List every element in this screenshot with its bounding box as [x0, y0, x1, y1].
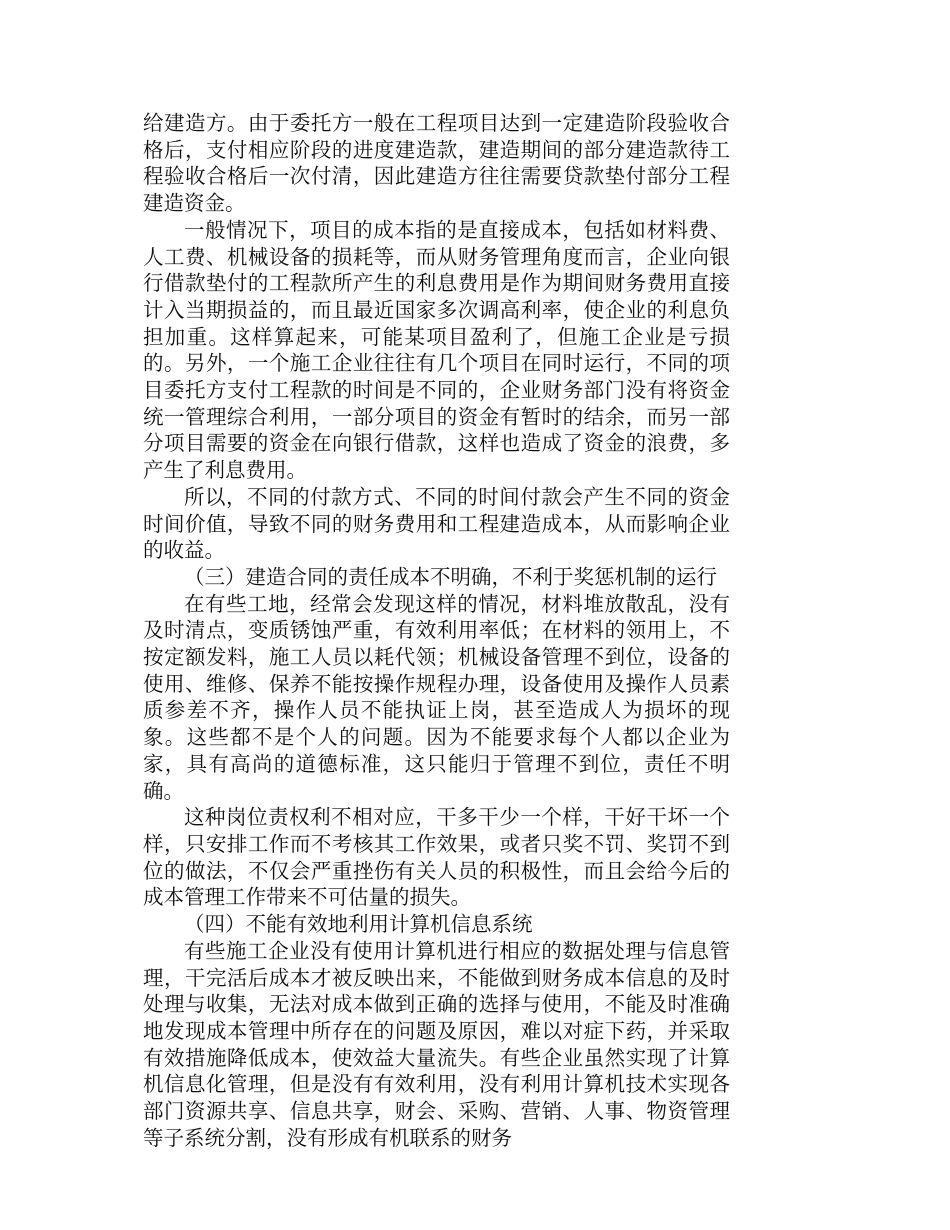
paragraph-payment-methods: 所以，不同的付款方式、不同的时间付款会产生不同的资金时间价值，导致不同的财务费用和工程建造成本，从而影响企业的收益。: [143, 484, 730, 563]
section-heading-3: （三）建造合同的责任成本不明确，不利于奖惩机制的运行: [184, 564, 717, 589]
section-heading-4: （四）不能有效地利用计算机信息系统: [184, 912, 533, 937]
document-page: [143, 110, 730, 1151]
paragraph-responsibility: 这种岗位责权利不相对应，干多干少一个样，干好干坏一个样，只安排工作而不考核其工作效果，或者只奖不罚、奖罚不到位的做法，不仅会严重挫伤有关人员的积极性，而且会给今后的成本管理工作带来不可估量的损失。: [143, 805, 730, 910]
paragraph-continuation: 给建造方。由于委托方一般在工程项目达到一定建造阶段验收合格后，支付相应阶段的进度建造款，建造期间的部分建造款待工程验收合格后一次付清，因此建造方往往需要贷款垫付部分工程建造资金。: [143, 111, 730, 216]
paragraph-direct-cost: 一般情况下，项目的成本指的是直接成本，包括如材料费、人工费、机械设备的损耗等，而从财务管理角度而言，企业向银行借款垫付的工程款所产生的利息费用是作为期间财务费用直接计入当期损益的，而且最近国家多次调高利率，使企业的利息负担加重。这样算起来，可能某项目盈利了，但施工企业是亏损的。另外，一个施工企业往往有几个项目在同时运行，不同的项目委托方支付工程款的时间是不同的，企业财务部门没有将资金统一管理综合利用，一部分项目的资金有暂时的结余，而另一部分项目需要的资金在向银行借款，这样也造成了资金的浪费，多产生了利息费用。: [143, 217, 730, 483]
paragraph-information-system: 有些施工企业没有使用计算机进行相应的数据处理与信息管理，干完活后成本才被反映出来，不能做到财务成本信息的及时处理与收集，无法对成本做到正确的选择与使用，不能及时准确地发现成本管理中所存在的问题及原因，难以对症下药，并采取有效措施降低成本，使效益大量流失。有些企业虽然实现了计算机信息化管理，但是没有有效利用，没有利用计算机技术实现各部门资源共享、信息共享，财会、采购、营销、人事、物资管理等子系统分割，没有形成有机联系的财务: [143, 938, 730, 1150]
paragraph-site-management: 在有些工地，经常会发现这样的情况，材料堆放散乱，没有及时清点，变质锈蚀严重，有效利用率低；在材料的领用上，不按定额发料，施工人员以耗代领；机械设备管理不到位，设备的使用、维修、保养不能按操作规程办理，设备使用及操作人员素质参差不齐，操作人员不能执证上岗，甚至造成人为损坏的现象。这些都不是个人的问题。因为不能要求每个人都以企业为家，具有高尚的道德标准，这只能归于管理不到位，责任不明确。: [143, 591, 730, 803]
